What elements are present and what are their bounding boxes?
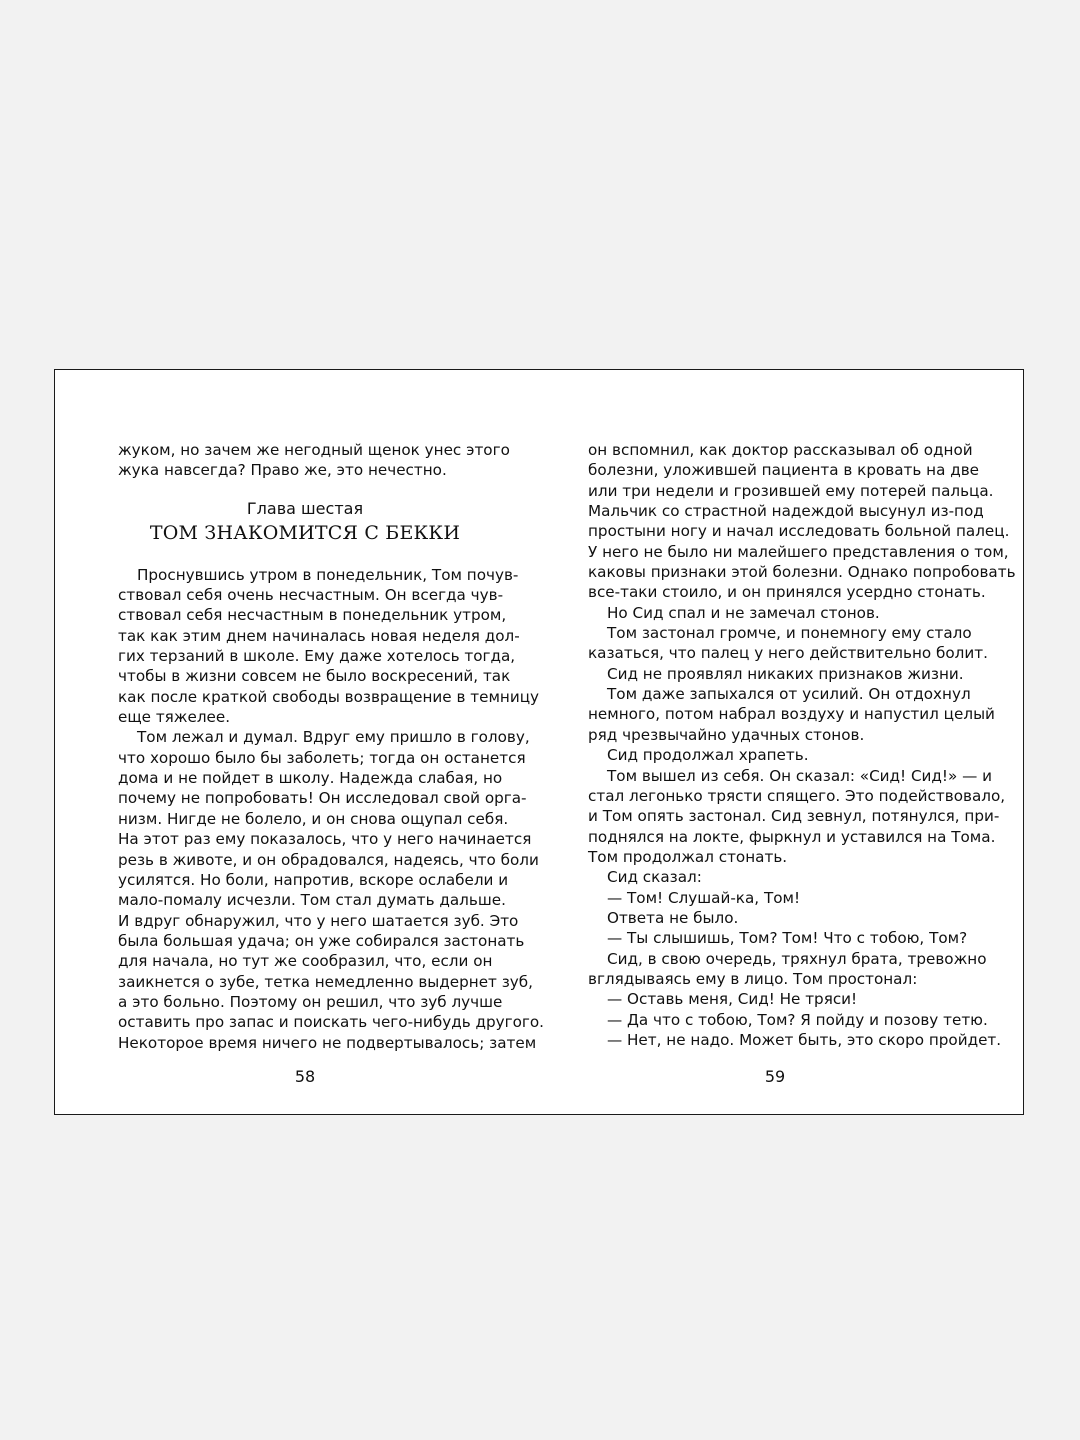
text-line: — Ты слышишь, Том? Том! Что с тобою, Том? — [607, 929, 968, 948]
text-line: И вдруг обнаружил, что у него шатается зуб. Это — [118, 911, 519, 930]
paragraph — [588, 888, 962, 908]
paragraph — [588, 1030, 1002, 1050]
text-line: Ответа не было. — [607, 908, 739, 927]
text-line: дома и не пойдет в школу. Надежда слабая, но — [118, 769, 503, 788]
text-line: ствовал себя несчастным в понедельник утром, — [118, 606, 507, 625]
text-line: У него не было ни малейшего представления о том, — [588, 542, 1009, 561]
text-line: Проснувшись утром в понедельник, Том почув- — [137, 565, 519, 584]
text-line: — Да что с тобою, Том? Я пойду и позову тетю. — [607, 1010, 988, 1029]
text-line: ствовал себя очень несчастным. Он всегда чув- — [118, 586, 504, 605]
chapter-number: Глава шестая — [246, 498, 364, 518]
text-line: казаться, что палец у него действительно болит. — [588, 644, 988, 663]
text-line: Том лежал и думал. Вдруг ему пришло в голову, — [137, 728, 530, 747]
text-line: оставить про запас и поискать чего-нибудь другого. — [118, 1013, 544, 1032]
text-line: так как этим днем начиналась новая неделя дол- — [118, 626, 520, 645]
text-line: он вспомнил, как доктор рассказывал об одной — [588, 441, 973, 459]
text-line: Но Сид спал и не замечал стонов. — [607, 603, 880, 622]
page-number-left: 58 — [294, 1067, 316, 1086]
text-line: каковы признаки этой болезни. Однако попробовать — [588, 563, 1016, 582]
paragraph — [588, 867, 962, 887]
text-line: Том вышел из себя. Он сказал: «Сид! Сид!» — и — [607, 766, 993, 785]
paragraph — [588, 603, 962, 623]
paragraph — [588, 664, 962, 684]
text-line: — Нет, не надо. Может быть, это скоро пройдет. — [607, 1030, 1002, 1049]
text-line: жуком, но зачем же негодный щенок унес этого — [118, 441, 510, 459]
text-line: для начала, но тут же сообразил, что, если он — [118, 952, 493, 971]
text-line: Том застонал громче, и понемногу ему стало — [607, 624, 972, 643]
text-line: вглядываясь ему в лицо. Том простонал: — [588, 969, 918, 988]
text-line: была большая удача; он уже собирался застонать — [118, 931, 525, 950]
text-line: почему не попробовать! Он исследовал свой орга- — [118, 789, 527, 808]
text-line: гих терзаний в школе. Ему даже хотелось тогда, — [118, 647, 516, 666]
paragraph — [588, 908, 962, 928]
right-page — [588, 440, 1016, 1050]
paragraph — [588, 623, 988, 664]
paragraph — [588, 989, 962, 1009]
paragraph — [588, 684, 995, 745]
text-line: простыни ногу и начал исследовать больной палец. — [588, 522, 1010, 541]
text-line: Сид продолжал храпеть. — [607, 746, 809, 765]
paragraph — [588, 440, 1016, 603]
opening-text — [118, 440, 510, 481]
paragraph — [588, 766, 1006, 868]
text-line: или три недели и грозившей ему потерей пальца. — [588, 481, 994, 500]
text-line: резь в животе, и он обрадовался, надеясь, что боли — [118, 850, 539, 869]
text-line: ряд чрезвычайно удачных стонов. — [588, 725, 865, 744]
text-line: а это больно. Поэтому он решил, что зуб лучше — [118, 992, 503, 1011]
text-line: болезни, уложившей пациента в кровать на две — [588, 461, 979, 480]
text-line: что хорошо было бы заболеть; тогда он останется — [118, 748, 526, 767]
text-line: низм. Нигде не болело, и он снова ощупал себя. — [118, 809, 509, 828]
paragraph — [118, 727, 544, 1053]
text-line: чтобы в жизни совсем не было воскресений, так — [118, 667, 511, 686]
text-line: — Том! Слушай-ка, Том! — [607, 888, 801, 907]
paragraph — [118, 565, 540, 728]
text-line: стал легонько трясти спящего. Это подействовало, — [588, 786, 1006, 805]
text-line: как после краткой свободы возвращение в темницу — [118, 687, 540, 706]
chapter-heading — [118, 498, 492, 546]
page-number-right: 59 — [764, 1067, 786, 1086]
paragraph — [588, 949, 987, 990]
text-line: Мальчик со страстной надеждой высунул из-под — [588, 502, 984, 521]
paragraph — [588, 928, 968, 948]
text-line: все-таки стоило, и он принялся усердно стонать. — [588, 583, 986, 602]
text-line: Том продолжал стонать. — [588, 847, 788, 866]
chapter-title: ТОМ ЗНАКОМИТСЯ С БЕККИ — [149, 521, 461, 544]
text-line: усилятся. Но боли, напротив, вскоре ослабели и — [118, 870, 509, 889]
left-page — [118, 440, 544, 1053]
book-spread — [54, 369, 1024, 1115]
text-line: немного, потом набрал воздуху и напустил целый — [588, 705, 995, 724]
text-line: Сид, в свою очередь, тряхнул брата, тревожно — [607, 949, 987, 968]
text-line: еще тяжелее. — [118, 708, 231, 727]
text-line: — Оставь меня, Сид! Не тряси! — [607, 990, 858, 1009]
paragraph — [588, 1010, 988, 1030]
text-line: Сид сказал: — [607, 868, 702, 887]
text-line: поднялся на локте, фыркнул и уставился на Тома. — [588, 827, 996, 846]
text-line: Некоторое время ничего не подвертывалось; затем — [118, 1033, 537, 1052]
text-line: мало-помалу исчезли. Том стал думать дальше. — [118, 891, 506, 910]
text-line: и Том опять застонал. Сид зевнул, потянулся, при- — [588, 807, 1000, 826]
text-line: заикнется о зубе, тетка немедленно выдернет зуб, — [118, 972, 533, 991]
text-line: Сид не проявлял никаких признаков жизни. — [607, 664, 964, 683]
text-line: жука навсегда? Право же, это нечестно. — [118, 461, 447, 480]
text-line: На этот раз ему показалось, что у него начинается — [118, 830, 532, 849]
paragraph — [588, 745, 962, 765]
text-line: Том даже запыхался от усилий. Он отдохнул — [607, 685, 971, 704]
